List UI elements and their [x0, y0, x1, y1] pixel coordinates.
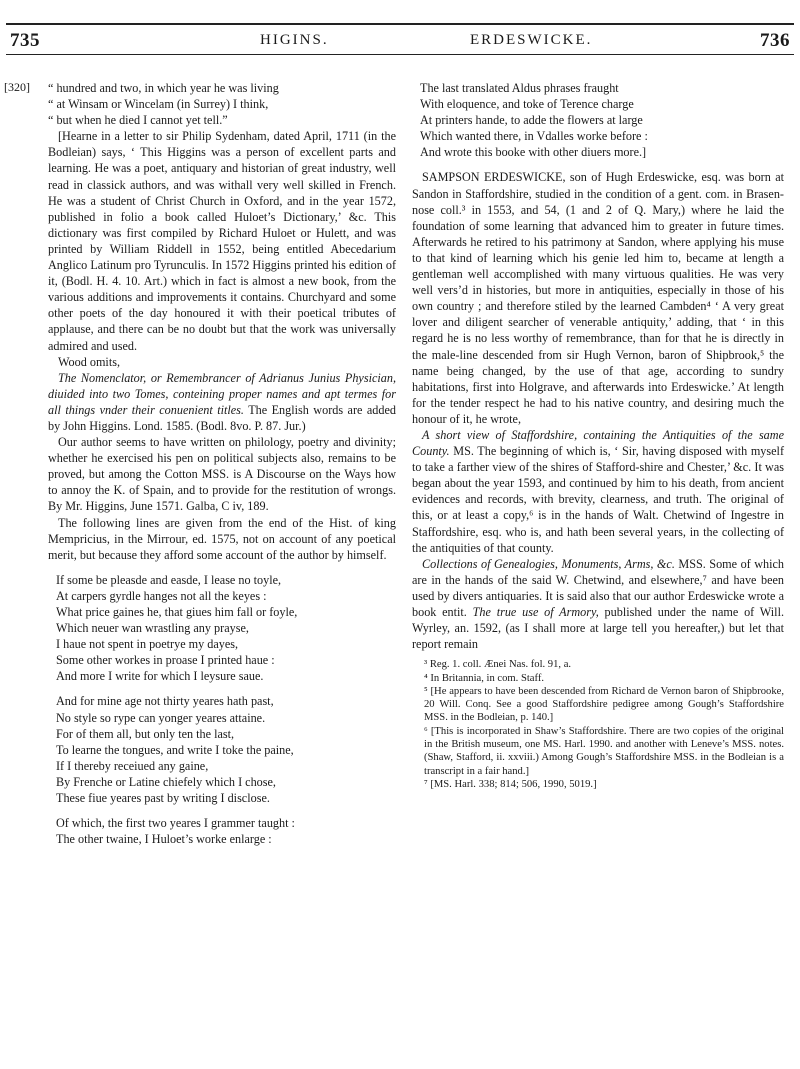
- work-genealogies: [412, 556, 784, 653]
- verse-line: If I thereby receiued any gaine,: [56, 758, 209, 773]
- paragraph-nomenclator: [48, 370, 396, 434]
- paragraph-hearne: [Hearne in a letter to sir Philip Sydenham, dated April, 1711 (in the Bodleian) says, ‘ This Higgins was a person of excellent parts and learning. He was a poet, antiquary and historian of great industry, well read in classick authors, and was withall very well skilled in French. He was a student of Christ Church in Oxford, and in the year 1572, published in folio a book called Huloet’s Dictionary,’ &c. This dictionary was first compiled by Richard Huloet or Hulett, and was printed by William Riddell in 1552, being entitled Abecedarium Anglico Latinum pro Tyrunculis. In 1572 Higgins printed his edition of it, (Bodl. H. 4. 10. Art.) which in fact is almost a new book, from the various additions and improvements it contains. Churchyard and some other poets of the day honoured it with their poetical tributes of applause, and there can be no doubt but that the work was universally admired and used.: [48, 129, 396, 353]
- verse-line: By Frenche or Latine chiefely which I chose,: [56, 774, 276, 789]
- verse-line: I haue not spent in poetrye my dayes,: [56, 637, 239, 652]
- entry-body: son of Hugh Erdeswicke, esq. was born at Sandon in Staffordshire, studied in the condition of a gent. com. in Brasen-nose coll.³ in 1553, and 54, (1 and 2 of Q. Mary,) where he laid the foundation of some learning that advanced him to greater in future times. Afterwards he retired to his patrimony at Sandon, where applying his muse to that kind of learning which his genie led him to, became at length a gentleman well accomplished with many virtuous qualities. He was very well vers’d in histories, but more in antiquities, especially in those of his own country ; and therefore stiled by the learned Cambden⁴ ‘ A very great lover and diligent searcher of venerable antiquity,’ adding, that ‘ in this regard he is no less worthy of remembrance, than for that he is directly in the male-line descended from sir Hugh Vernon, baron of Shipbrook,⁵ the name being changed, by the use of that age, according to sundry habitations, first into Holgrave, and afterwards into Erdeswicke.’ At length for the tender respect he had to his native country, and desiring much the honour of it, he wrote,: [412, 170, 784, 426]
- work-detail: MS. The beginning of which is, ‘ Sir, having disposed with myself to take a farther view of the shires of Stafford-shire and Chester,’ &c. It was began about the year 1593, and continued by him to his death, from ancient evidences and records, with brevity, clearness, and truth. The original of this, or at least a copy,⁶ is in the hands of Walt. Chetwind of Ingestre in Staffordshire, esq. who is, and hath been several years, in the collecting of the antiquities of that county.: [412, 444, 784, 555]
- footnote: ⁵ [He appears to have been descended from Richard de Vernon baron of Shipbrooke, 20 Will. Conq. See a good Staffordshire pedigree among Gough’s Staffordshire MSS. in the Bodleian, p. 140.]: [424, 685, 784, 724]
- verse-line: These fiue yeares past by writing I disclose.: [56, 791, 270, 806]
- verse-line: And for mine age not thirty yeares hath past,: [56, 694, 274, 709]
- page-number-right: 736: [760, 30, 790, 51]
- verse-stanza-1: [48, 572, 396, 685]
- paragraph-philology: Our author seems to have written on philology, poetry and divinity; whether he exercised his pen on political subjects also, remains to be proved, but among the Cotton MSS. is A Discourse on the Ways how to annoy the K. of Spain, and to provide for the restitution of wrongs. By Mr. Higgins, June 1571. Galba, C iv, 189.: [48, 435, 396, 514]
- verse-line: Which neuer wan wrastling any prayse,: [56, 621, 249, 636]
- quote-line: “ hundred and two, in which year he was living: [48, 81, 279, 95]
- footnote: ³ Reg. 1. coll. Ænei Nas. fol. 91, a.: [424, 659, 572, 671]
- verse-line: Some other workes in proase I printed haue :: [56, 653, 275, 668]
- verse-line: At printers hande, to adde the flowers at large: [420, 113, 643, 128]
- entry-heading: SAMPSON ERDESWICKE,: [422, 170, 566, 185]
- verse-line: At carpers gyrdle hanges not all the keyes :: [56, 588, 267, 603]
- running-header: [0, 18, 800, 58]
- quote-block: [48, 80, 396, 128]
- verse-stanza-continued: [412, 80, 784, 160]
- footnote: ⁷ [MS. Harl. 338; 814; 506, 1990, 5019.]: [424, 778, 597, 790]
- verse-stanza-2: [48, 693, 396, 806]
- verse-line: No style so rype can yonger yeares attaine.: [56, 710, 266, 725]
- footnotes: [412, 658, 784, 791]
- verse-line: Which wanted there, in Vdalles worke before :: [420, 129, 648, 144]
- verse-line: If some be pleasde and easde, I lease no toyle,: [56, 572, 282, 587]
- header-rule-bottom: [6, 54, 794, 55]
- verse-line: The other twaine, I Huloet’s worke enlarge :: [56, 832, 272, 847]
- work-staffordshire: [412, 427, 784, 556]
- footnote: ⁶ [This is incorporated in Shaw’s Staffordshire. There are two copies of the original in the British museum, one MS. Harl. 1990. and another with Leneve’s MSS. notes. (Shaw, Stafford, ii. xxviii.) Among Gough’s Staffordshire MSS. in the Bodleian is a transcript in a fair hand.]: [424, 725, 784, 777]
- running-head-left: HIGINS.: [260, 32, 329, 48]
- header-rule-top: [6, 23, 794, 25]
- verse-line: And wrote this booke with other diuers more.]: [420, 145, 647, 160]
- page-number-left: 735: [10, 30, 40, 51]
- work-detail: MSS. Some of which are in the hands of the said W. Chetwind, and elsewhere,⁷ and have been used by divers antiquaries. It is said also that our author Erdeswicke wrote a book entit.: [412, 556, 785, 619]
- work-title: A short view of Staffordshire, containing the Antiquities of the same County.: [412, 427, 784, 459]
- verse-line: With eloquence, and toke of Terence charge: [420, 97, 634, 112]
- verse-line: The last translated Aldus phrases fraught: [420, 81, 619, 95]
- quote-line: “ at Winsam or Wincelam (in Surrey) I think,: [48, 97, 269, 112]
- right-column: [412, 80, 784, 791]
- quote-line: “ but when he died I cannot yet tell.”: [48, 113, 228, 128]
- work-title: The true use of Armory,: [472, 605, 599, 619]
- verse-line: Of which, the first two yeares I grammer taught :: [56, 816, 295, 831]
- verse-line: What price gaines he, that giues him fall or foyle,: [56, 605, 298, 619]
- verse-line: And more I write for which I leysure saue.: [56, 669, 264, 684]
- work-detail: The English words are added by John Higgins. Lond. 1585. (Bodl. 8vo. P. 87. Jur.): [48, 402, 396, 433]
- entry-erdeswicke: [412, 169, 784, 427]
- work-detail: published under the name of Will. Wyrley, an. 1592, (as I shall more at large tell you hereafter,) but let that report remain: [412, 605, 785, 652]
- paragraph-wood-omits: Wood omits,: [58, 354, 120, 369]
- work-title: The Nomenclator, or Remembrancer of Adrianus Junius Physician, diuided into two Tomes, conteining proper names and apt termes for all things vnder their conuenient titles.: [48, 370, 396, 417]
- running-head-right: ERDESWICKE.: [470, 32, 593, 48]
- verse-line: To learne the tongues, and write I toke the paine,: [56, 742, 294, 757]
- verse-line: For of them all, but only ten the last,: [56, 726, 235, 741]
- left-column: [48, 80, 396, 847]
- work-title: Collections of Genealogies, Monuments, Arms, &c.: [422, 556, 675, 571]
- original-page-marker: [320]: [4, 80, 30, 94]
- verse-stanza-3: [48, 815, 396, 847]
- paragraph-following-lines: The following lines are given from the end of the Hist. of king Mempricius, in the Mirrour, ed. 1575, not on account of any poetical merit, but because they afford some account of the author by himself.: [48, 515, 396, 562]
- footnote: ⁴ In Britannia, in com. Staff.: [424, 672, 545, 684]
